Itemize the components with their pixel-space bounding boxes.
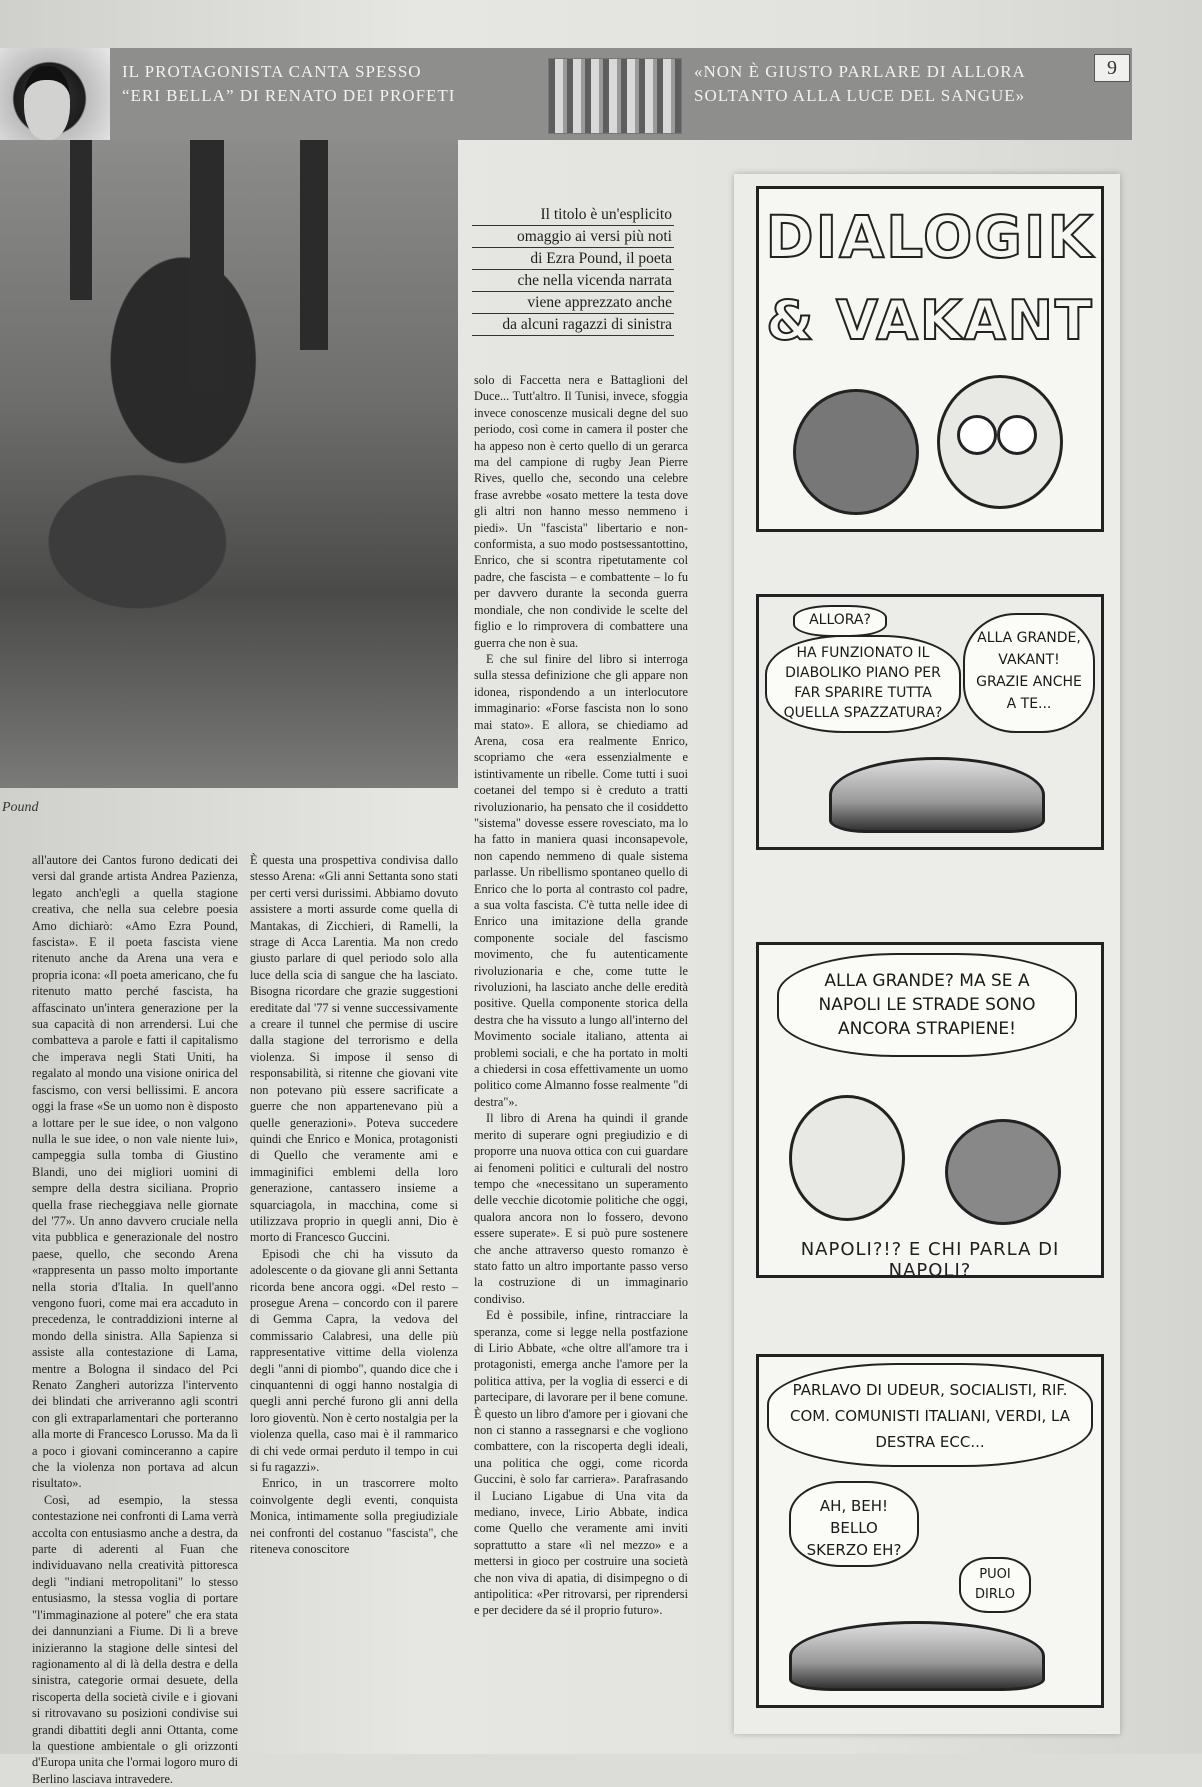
photo-caption: Pound: [2, 800, 39, 815]
vakant-face: [789, 1095, 905, 1221]
paragraph: Così, ad esempio, la stessa contestazione nei confronti di Lama verrà accolta con entusiasmo anche a destra, da parte di aderenti al Fuan che individuavano nella creatività pittoresca degli "indiani metropolitani" lo stesso entusiasmo, la stessa voglia di portare "l'immaginazione al potere" che era stata dei dannunziani a Fiume. Di lì a breve inizieranno la stagione delle sintesi del ragionamento al di là della destra e della sinistra, categorie ormai desuete, della riscoperta della società civile e i giovani si ritrovavano su posizioni condivise sui grandi dibattiti degli anni Ottanta, come la questione ambientale o gli orizzonti d'Europa unita che l'ormai logoro muro di Berlino lasciava intravedere.: [32, 1492, 238, 1786]
speech-balloon-top: PARLAVO DI UDEUR, SOCIALISTI, RIF. COM. COMUNISTI ITALIANI, VERDI, LA DESTRA ECC...: [767, 1363, 1093, 1467]
kiss-photo: [0, 140, 458, 788]
speech-balloon-mid: AH, BEH! BELLO SKERZO EH?: [789, 1481, 919, 1567]
comic-strip: [734, 174, 1120, 1734]
speech-balloon-small: PUOI DIRLO: [959, 1557, 1031, 1613]
dialogik-face: [945, 1119, 1061, 1225]
paragraph: E che sul finire del libro si interroga sulla stessa definizione che gli appare non idonea, rispondendo a un interlocutore immaginario: «Forse fascista non lo sono mai stato». E allora, se chiediamo ad Arena, cosa era realmente Enrico, scopriamo che «era essenzialmente e istintivamente un ribelle. Come tutti i suoi coetanei del tempo si è creduto a tratti rivoluzionario, ha pensato che il cosiddetto "sistema" dovesse essere rovesciato, ma lo ha fatto in maniera quasi inconsapevole, non capendo nemmeno di quale sistema parlasse. Un ribellismo spontaneo quello di Enrico che lo porta al contrasto col padre, a sua volta fascista. C'è tutta nelle idee di Enrico una imitazione della grande componente sociale del fascismo movimento, che fu autenticamente rivoluzionaria e che, come tutte le rivoluzioni, ha lasciato anche delle eredità positive. Quella componente storica della destra che ha vissuto a lungo all'interno del Movimento sociale italiano, attenta ai problemi sociali, e che ha portato in molti a chiedersi in cosa effettivamente un uomo politico come Almanno fosse realmente "di destra"».: [474, 651, 688, 1109]
paragraph: solo di Faccetta nera e Battaglioni del Duce... Tutt'altro. Il Tunisi, invece, sfoggia invece conoscenze musicali degne del suo periodo, così come in camera il poster che ha appeso non è certo quello di un gerarca ma del campione di rugby Jean Pierre Rives, quello che, secondo una celebre frase avrebbe «osato mettere la testa dove gli altri non hanno messo nemmeno i piedi». Un "fascista" libertario e non-conformista, a suo modo postsessantottino, Enrico, che si scontra ripetutamente col padre, che fascista – e combattente – lo fu per davvero durante la seconda guerra mondiale, che non condivide le scelte del figlio e lo rimprovera di combattere una guerra che non è sua.: [474, 373, 688, 650]
paragraph: Ed è possibile, infine, rintracciare la speranza, come si legge nella postfazione di Lirio Abbate, «che oltre all'amore tra i protagonisti, emerga anche l'amore per la politica attiva, per la voglia di esserci e di partecipare, di lavorare per il bene comune. È questo un libro d'amore per i giovani che non ci stanno a rassegnarsi e che vogliono combattere, con la riscoperta degli ideali, una politica che oggi, come ricorda Guccini, è solo far carriera». Parafrasando il Luciano Ligabue di Una vita da mediano, invece, Lirio Abbate, indica come Quello che veramente ami inviti soprattutto a stare «lì nel mezzo» e a mettersi in gioco per costruire una società che non viva di apatia, di disimpegno o di antipolitica: «Per ritrovarsi, per riprendersi e per decidere da sé il proprio futuro».: [474, 1308, 688, 1618]
header-left-title: [122, 60, 472, 108]
page-header: [0, 48, 1132, 140]
article-column-1: [32, 852, 238, 1786]
pull-quote: [472, 204, 674, 336]
header-right-line2: SOLTANTO ALLA LUCE DEL SANGUE»: [694, 86, 1026, 105]
comic-panel-title: [756, 186, 1104, 532]
article-column-2: [250, 852, 458, 1742]
car-illustration: [789, 1621, 1045, 1691]
header-right-line1: «NON È GIUSTO PARLARE DI ALLORA: [694, 62, 1026, 81]
pull-quote-line: Il titolo è un'esplicito: [472, 204, 674, 226]
paragraph: È questa una prospettiva condivisa dallo stesso Arena: «Gli anni Settanta sono stati per certi versi durissimi. Abbiamo dovuto assistere a morti assurde come quella di Mantakas, di Zicchieri, di Ramelli, la strage di Acca Larentia. Ma non credo giusto parlare di quel periodo solo alla luce della scia di sangue che ha lasciato. Bisogna ricordare che grazie suggestioni ereditate dal '77 si venne successivamente a creare il tunnel che permise di uscire dalla stagione del terrorismo e della violenza. Si impose il senso di responsabilità, si ritenne che giovani vite non potevano più essere sacrificate a guerre che non appartenevano più a quelle generazioni». Poteva succedere quindi che Enrico e Monica, protagonisti di Quello che veramente ami e immaginifici emblemi della loro generazione, cantassero insieme a squarciagola, in macchina, come si utilizzava proprio in quegli anni, Dio è morto di Francesco Guccini.: [250, 853, 458, 1245]
dialogik-face: [793, 389, 919, 515]
header-left-line1: IL PROTAGONISTA CANTA SPESSO: [122, 62, 422, 81]
paragraph: all'autore dei Cantos furono dedicati dei versi dal grande artista Andrea Pazienza, legato anch'egli a quella stagione creativa, che nella sua celebre poesia Amo dichiarò: «Amo Ezra Pound, fascista». E il poeta fascista viene ritenuto anche da Arena una vera e propria icona: «Il poeta americano, che fu ritenuto matto perché fascista, ha affascinato un'intera generazione per la sua capacità di non arrendersi. Lui che combatteva a parole e fatti il capitalismo che imperava negli Stati Uniti, ha regalato al mondo una visione onirica del fascismo, con versi bellissimi. E ancora oggi la frase «Se un uomo non è disposto a lottare per le sue idee, o non valgono nulla le sue idee, o non vale niente lui», campeggia sulla tomba di Giustino Blandi, uno dei migliori uomini di sempre della destra siciliana. Proprio quella frase riecheggiava nelle giornate del '77». Un anno davvero cruciale nella vita pubblica e generazionale del nostro paese, quello, che secondo Arena «rappresenta un passo molto importante nella storia d'Italia. In quell'anno vengono fuori, come mai era accaduto in precedenza, le contraddizioni interne al mondo della sinistra. Alla Sapienza si assiste alla contestazione di Lama, mentre a Bologna il sindaco del Pci Renato Zangheri autorizza l'intervento dei blindati che arriveranno agli scontri con gli extraparlamentari che porteranno alla morte di Francesco Lorusso. Ma da lì a poco i giovani cominceranno a capire che la violenza non portava ad alcun risultato».: [32, 853, 238, 1491]
pull-quote-line: omaggio ai versi più noti: [472, 226, 674, 248]
paragraph: Il libro di Arena ha quindi il grande merito di superare ogni pregiudizio e di proporre una nuova ottica con cui guardare ai fenomeni politici e culturali del nostro tempo che «necessitano un superamento delle vecchie dicotomie politiche che oggi, qualora ancora non lo fossero, devono essere superate». E si può pure sostenere che anche attraverso questo romanzo è stato fatto un altro importante passo verso la costruzione di un immaginario condiviso.: [474, 1111, 688, 1306]
glasses-icon: [997, 415, 1037, 455]
speech-balloon-top: ALLA GRANDE? MA SE A NAPOLI LE STRADE SONO ANCORA STRAPIENE!: [777, 953, 1077, 1057]
glasses-icon: [957, 415, 997, 455]
article-column-3: [474, 372, 688, 1742]
comic-panel-2: [756, 594, 1104, 850]
speech-balloon-small: ALLORA?: [793, 605, 887, 637]
comic-panel-3: [756, 942, 1104, 1281]
pull-quote-line: viene apprezzato anche: [472, 292, 674, 314]
pull-quote-line: di Ezra Pound, il poeta: [472, 248, 674, 270]
paragraph: Enrico, in un trascorrere molto coinvolgente degli eventi, conquista Monica, intimamente solla pregiudiziale nei confronti del costanuo "fascista", che riteneva conoscitore: [250, 1476, 458, 1557]
speech-balloon-left: HA FUNZIONATO IL DIABOLIKO PIANO PER FAR SPARIRE TUTTA QUELLA SPAZZATURA?: [765, 635, 961, 733]
comic-title-line1: DIALOGIK: [765, 203, 1095, 271]
header-thumbnail: [548, 58, 682, 134]
author-portrait: [0, 48, 110, 140]
speech-balloon-right: ALLA GRANDE, VAKANT! GRAZIE ANCHE A TE...: [963, 613, 1095, 733]
car-illustration: [829, 757, 1045, 833]
comic-panel-4: [756, 1354, 1104, 1708]
paragraph: Episodi che chi ha vissuto da adolescente o da giovane gli anni Settanta ricorda bene ancora oggi. «Del resto – prosegue Arena – concordo con il parere di Gemma Capra, la vedova del commissario Calabresi, una delle più rappresentative vittime della violenza degli "anni di piombo", quando dice che i cinquantenni di oggi hanno nostalgia di quegli anni perché furono gli anni della loro gioventù. Non è certo nostalgia per la violenza quella, caso mai è il rammarico di chi vede ormai perduto il tempo in cui si fu ragazzi».: [250, 1246, 458, 1475]
header-left-line2: “ERI BELLA” DI RENATO DEI PROFETI: [122, 86, 456, 105]
header-right-title: [694, 60, 1094, 108]
comic-title-line2: & VAKANT: [766, 289, 1094, 352]
pull-quote-line: da alcuni ragazzi di sinistra: [472, 314, 674, 336]
pull-quote-line: che nella vicenda narrata: [472, 270, 674, 292]
page-number: 9: [1094, 54, 1130, 82]
comic-caption-bottom: NAPOLI?!? E CHI PARLA DI NAPOLI?: [800, 1239, 1060, 1281]
